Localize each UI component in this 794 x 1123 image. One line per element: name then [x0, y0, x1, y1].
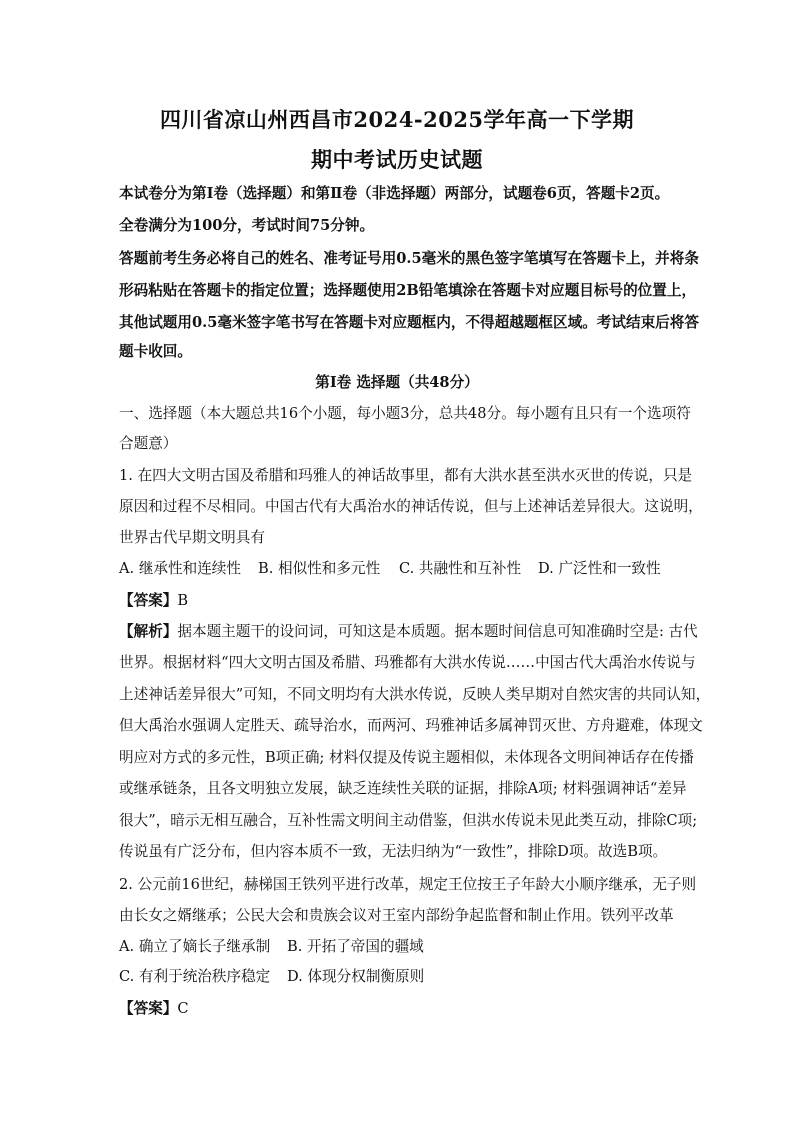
- section-description: 一、选择题（本大题总共16个小题，每小题3分，总共48分。每小题有且只有一个选项符: [119, 405, 691, 422]
- question-2-stem: 由长女之婿继承；公民大会和贵族会议对王室内部纷争起监督和制止作用。铁列平改革: [119, 907, 674, 924]
- question-1-analysis: 上述神话差异很大”可知，不同文明均有大洪水传说，反映人类早期对自然灾害的共同认知，: [119, 686, 711, 703]
- answer-value: B: [177, 592, 189, 609]
- intro-line: 本试卷分为第Ⅰ卷（选择题）和第Ⅱ卷（非选择题）两部分，试题卷6页，答题卡2页。: [119, 185, 670, 202]
- analysis-text: 据本题主题干的设问词，可知这是本质题。据本题时间信息可知准确时空是: 古代: [177, 623, 698, 640]
- question-1-stem: 原因和过程不尽相同。中国古代有大禹治水的神话传说，但与上述神话差异很大。这说明，: [119, 498, 703, 515]
- question-2-option-b: B. 开拓了帝国的疆域: [287, 938, 424, 955]
- section-heading: 第Ⅰ卷 选择题（共48分）: [315, 374, 479, 391]
- exam-title-line1: 四川省凉山州西昌市2024-2025学年高一下学期: [159, 107, 635, 132]
- intro-line: 答题前考生务必将自己的姓名、准考证号用0.5毫米的黑色签字笔填写在答题卡上，并将条: [119, 250, 699, 267]
- question-1-analysis: 或继承链条，且各文明独立发展，缺乏连续性关联的证据，排除A项; 材料强调神话“差异: [119, 780, 687, 797]
- question-1-analysis: 传说虽有广泛分布，但内容本质不一致，无法归纳为“一致性”，排除D项。故选B项。: [119, 843, 668, 860]
- intro-line: 其他试题用0.5毫米签字笔书写在答题卡对应题框内，不得超越题框区域。考试结束后将答: [119, 314, 699, 331]
- question-1-stem: 世界古代早期文明具有: [119, 529, 265, 546]
- question-1-option-d: D. 广泛性和一致性: [538, 560, 661, 577]
- question-1-option-c: C. 共融性和互补性: [399, 560, 522, 577]
- section-description: 合题意）: [119, 435, 178, 452]
- question-1-answer: [119, 591, 699, 611]
- question-2-option-d: D. 体现分权制衡原则: [287, 968, 425, 985]
- question-2-option-c: C. 有利于统治秩序稳定: [119, 968, 271, 985]
- answer-label: 【答案】: [119, 592, 178, 609]
- question-1-analysis: [119, 622, 699, 642]
- question-1-option-a: A. 继承性和连续性: [119, 560, 241, 577]
- question-2-answer: [119, 999, 699, 1019]
- intro-line: 全卷满分为100分，考试时间75分钟。: [119, 217, 375, 234]
- question-1-stem: 1. 在四大文明古国及希腊和玛雅人的神话故事里，都有大洪水甚至洪水灭世的传说，只是: [119, 467, 693, 484]
- answer-label: 【答案】: [119, 1000, 178, 1017]
- question-1-analysis: 世界。根据材料“四大文明古国及希腊、玛雅都有大洪水传说……中国古代大禹治水传说与: [119, 654, 696, 671]
- question-1-analysis: 很大”，暗示无相互融合，互补性需文明间主动借鉴，但洪水传说未见此类互动，排除C项;: [119, 812, 698, 829]
- answer-value: C: [177, 1000, 189, 1017]
- question-1-option-b: B. 相似性和多元性: [258, 560, 381, 577]
- question-2-stem: 2. 公元前16世纪，赫梯国王铁列平进行改革，规定王位按王子年龄大小顺序继承，无子则: [119, 876, 697, 893]
- question-1-analysis: 明应对方式的多元性，B项正确; 材料仅提及传说主题相似，未体现各文明间神话存在传播: [119, 749, 694, 766]
- exam-title-line2: 期中考试历史试题: [311, 147, 483, 172]
- analysis-label: 【解析】: [119, 623, 178, 640]
- question-1-analysis: 但大禹治水强调人定胜天、疏导治水，而两河、玛雅神话多属神罚灭世、方舟避难，体现文: [119, 717, 703, 734]
- question-2-option-a: A. 确立了嫡长子继承制: [119, 938, 271, 955]
- intro-line: 题卡收回。: [119, 343, 192, 360]
- intro-line: 形码粘贴在答题卡的指定位置；选择题使用2B铅笔填涂在答题卡对应题目标号的位置上，: [119, 282, 697, 299]
